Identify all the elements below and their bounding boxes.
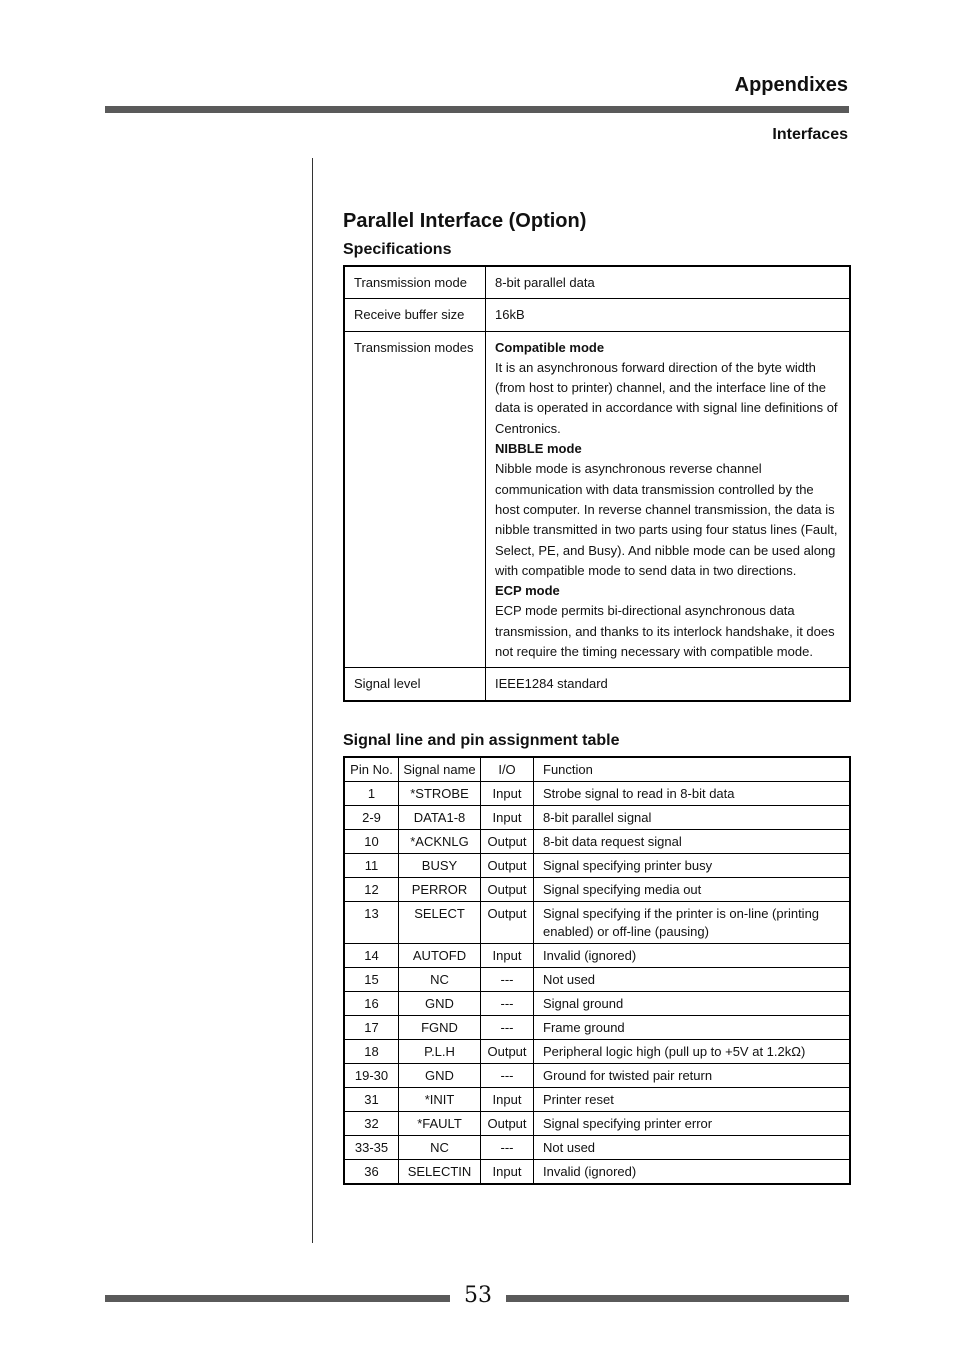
io-direction-cell: Input [481, 943, 534, 967]
page-number: 53 [464, 1283, 492, 1308]
spec-value: 16kB [486, 299, 851, 331]
section-label: Interfaces [772, 126, 848, 143]
spec-label: Signal level [344, 668, 486, 701]
table-row [344, 805, 850, 829]
io-direction-cell: Output [481, 853, 534, 877]
page-heading: Parallel Interface (Option) [343, 210, 587, 232]
header-title: Appendixes [734, 74, 848, 96]
mode-title-nibble: NIBBLE mode [495, 441, 582, 457]
pin-table-header-row [344, 757, 850, 782]
specs-heading: Specifications [343, 241, 452, 258]
io-direction-cell: Output [481, 829, 534, 853]
pin-number-cell: 11 [344, 853, 399, 877]
table-row [344, 1135, 850, 1159]
pin-number-cell: 17 [344, 1015, 399, 1039]
mode-text-ecp: ECP mode permits bi-directional asynchronous data transmission, and thanks to its interlock handshake, it does not require the timing necessary with compatible mode. [495, 603, 835, 660]
table-row [344, 1039, 850, 1063]
signal-name-cell: NC [399, 1135, 481, 1159]
function-cell: Strobe signal to read in 8-bit data [534, 781, 851, 805]
specifications-table [343, 265, 851, 702]
table-row [344, 967, 850, 991]
spec-label: Transmission mode [344, 266, 486, 299]
function-cell: Not used [534, 1135, 851, 1159]
function-cell: Signal specifying printer error [534, 1111, 851, 1135]
function-cell: Printer reset [534, 1087, 851, 1111]
pin-number-cell: 13 [344, 901, 399, 943]
table-row [344, 877, 850, 901]
signal-name-cell: GND [399, 1063, 481, 1087]
table-row [344, 1015, 850, 1039]
function-cell: Peripheral logic high (pull up to +5V at 1.2kΩ) [534, 1039, 851, 1063]
table-row [344, 853, 850, 877]
function-cell: Signal ground [534, 991, 851, 1015]
function-cell: Frame ground [534, 1015, 851, 1039]
mode-text-nibble: Nibble mode is asynchronous reverse channel communication with data transmission controlled by the host computer. In reverse channel transmission, the data is nibble transmitted in two parts using four status lines (Fault, Select, PE, and Busy). And nibble mode can be used along with compatible mode to send data in two directions. [495, 461, 838, 578]
function-cell: Invalid (ignored) [534, 1159, 851, 1184]
col-header-function: Function [534, 757, 851, 782]
table-row [344, 1111, 850, 1135]
spec-value: IEEE1284 standard [486, 668, 851, 701]
pin-number-cell: 36 [344, 1159, 399, 1184]
spacer [343, 702, 852, 732]
table-row [344, 901, 850, 943]
margin-rule [312, 158, 313, 1243]
col-header-io: I/O [481, 757, 534, 782]
function-cell: Signal specifying printer busy [534, 853, 851, 877]
spec-row-transmission-mode [344, 266, 850, 299]
function-cell: 8-bit parallel signal [534, 805, 851, 829]
io-direction-cell: Input [481, 805, 534, 829]
header-rule [105, 106, 849, 113]
function-cell: 8-bit data request signal [534, 829, 851, 853]
function-cell: Not used [534, 967, 851, 991]
signal-name-cell: AUTOFD [399, 943, 481, 967]
signal-name-cell: P.L.H [399, 1039, 481, 1063]
io-direction-cell: Output [481, 1111, 534, 1135]
io-direction-cell: Input [481, 1159, 534, 1184]
pin-assignment-table [343, 756, 851, 1185]
io-direction-cell: --- [481, 1063, 534, 1087]
pin-number-cell: 19-30 [344, 1063, 399, 1087]
signal-name-cell: *ACKNLG [399, 829, 481, 853]
mode-title-compatible: Compatible mode [495, 339, 605, 355]
io-direction-cell: --- [481, 967, 534, 991]
io-direction-cell: --- [481, 1015, 534, 1039]
signal-name-cell: SELECT [399, 901, 481, 943]
signal-name-cell: *FAULT [399, 1111, 481, 1135]
pin-number-cell: 12 [344, 877, 399, 901]
table-row [344, 943, 850, 967]
table-row [344, 991, 850, 1015]
footer-rule-left [105, 1295, 450, 1302]
pin-number-cell: 16 [344, 991, 399, 1015]
io-direction-cell: Output [481, 901, 534, 943]
signal-name-cell: NC [399, 967, 481, 991]
io-direction-cell: Output [481, 877, 534, 901]
pin-number-cell: 18 [344, 1039, 399, 1063]
spec-row-receive-buffer [344, 299, 850, 331]
table-row [344, 781, 850, 805]
pin-table-body [344, 781, 850, 1184]
io-direction-cell: --- [481, 1135, 534, 1159]
signal-name-cell: PERROR [399, 877, 481, 901]
mode-title-ecp: ECP mode [495, 583, 560, 599]
signal-name-cell: *STROBE [399, 781, 481, 805]
signal-name-cell: *INIT [399, 1087, 481, 1111]
pin-number-cell: 32 [344, 1111, 399, 1135]
pin-number-cell: 2-9 [344, 805, 399, 829]
io-direction-cell: Input [481, 1087, 534, 1111]
table-row [344, 1063, 850, 1087]
pin-table-heading: Signal line and pin assignment table [343, 731, 620, 749]
table-row [344, 829, 850, 853]
table-row [344, 1159, 850, 1184]
pin-number-cell: 10 [344, 829, 399, 853]
spec-row-transmission-modes [344, 331, 850, 668]
pin-number-cell: 1 [344, 781, 399, 805]
function-cell: Invalid (ignored) [534, 943, 851, 967]
table-row [344, 1087, 850, 1111]
signal-name-cell: FGND [399, 1015, 481, 1039]
function-cell: Signal specifying media out [534, 877, 851, 901]
pin-number-cell: 15 [344, 967, 399, 991]
function-cell: Signal specifying if the printer is on-line (printing enabled) or off-line (pausing) [534, 901, 851, 943]
function-cell: Ground for twisted pair return [534, 1063, 851, 1087]
io-direction-cell: Output [481, 1039, 534, 1063]
signal-name-cell: BUSY [399, 853, 481, 877]
signal-name-cell: GND [399, 991, 481, 1015]
footer-rule-right [506, 1295, 849, 1302]
col-header-signal: Signal name [399, 757, 481, 782]
spec-label: Transmission modes [344, 331, 486, 668]
spec-value-modes [486, 331, 851, 668]
spec-value: 8-bit parallel data [486, 266, 851, 299]
main-content [343, 210, 852, 1185]
spec-label: Receive buffer size [344, 299, 486, 331]
io-direction-cell: --- [481, 991, 534, 1015]
pin-number-cell: 14 [344, 943, 399, 967]
spec-row-signal-level [344, 668, 850, 701]
col-header-pin: Pin No. [344, 757, 399, 782]
signal-name-cell: DATA1-8 [399, 805, 481, 829]
io-direction-cell: Input [481, 781, 534, 805]
mode-text-compatible: It is an asynchronous forward direction of the byte width (from host to printer) channel, and the interface line of the data is operated in accordance with signal line definitions of Centronics. [495, 359, 838, 436]
signal-name-cell: SELECTIN [399, 1159, 481, 1184]
pin-number-cell: 31 [344, 1087, 399, 1111]
pin-number-cell: 33-35 [344, 1135, 399, 1159]
